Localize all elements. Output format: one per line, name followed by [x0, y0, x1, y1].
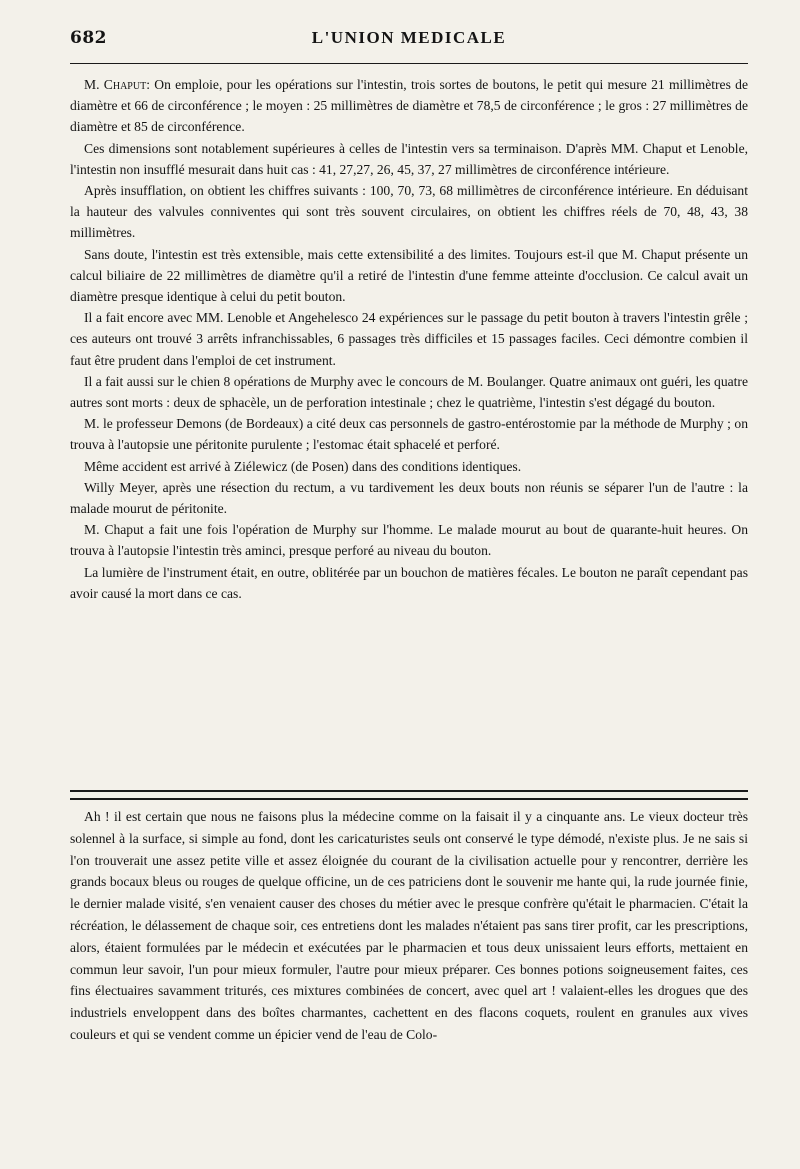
paragraph: Ah ! il est certain que nous ne faisons plus la médecine comme on la faisait il y a cinquante ans. Le vieux docteur très solennel à la surface, si simple au fond, dont les caricaturistes seuls ont conservé le type démodé, n'existe plus. Je ne sais si l'on trouverait une assez petite ville et assez éloignée du courant de la civilisation actuelle pour y rencontrer, derrière les grands bocaux bleus ou rouges de quelque officine, un de ces patriciens dont le souvenir me hante qui, la rude journée finie, le dernier malade visité, s'en venaient causer des choses du métier avec le presque confrère qu'était le pharmacien. C'était la récréation, le délassement de chaque soir, ces entretiens dont les malades n'étaient pas sans tirer profit, car les prescriptions, alors, étaient formulées par le médecin et exécutées par le pharmacien et tous deux unissaient leurs efforts, mettaient en commun leur savoir, l'un pour mieux formuler, l'autre pour mieux préparer. Ces bonnes potions soigneusement faites, ces fins électuaires savamment triturés, ces mixtures combinées de concert, avec quel art ! valaient-elles les drogues que des industriels enveloppent dans des boîtes charmantes, cachettent en des flacons coquets, roulent en granules aux vives couleurs et qui se vendent comme un épicier vend de l'eau de Colo- [70, 809, 748, 1042]
paragraph-text: : On emploie, pour les opérations sur l'intestin, trois sortes de boutons, le petit qui mesure 21 millimètres de diamètre et 66 de circonférence ; le moyen : 25 millimètres de diamètre et 78,5 de circonférence ; le gros : 27 millimètres de diamètre et 85 de circonférence. [70, 77, 748, 135]
header-rule [70, 63, 748, 64]
paragraph: Il a fait encore avec MM. Lenoble et Angehelesco 24 expériences sur le passage du petit bouton à travers l'intestin grêle ; ces auteurs ont trouvé 3 arrêts infranchissables, 6 passages très difficiles et 15 passages faciles. Ceci démontre combien il faut être prudent dans l'emploi de cet instrument. [70, 310, 748, 368]
paragraph [70, 74, 748, 138]
feuilleton-section [70, 806, 748, 1046]
page-header [70, 28, 748, 54]
journal-title: L'UNION MEDICALE [311, 28, 507, 47]
section-divider [70, 790, 748, 800]
paragraph: Willy Meyer, après une résection du rectum, a vu tardivement les deux bouts non réunis se séparer l'un de l'autre : la malade mourut de péritonite. [70, 479, 748, 517]
society-report-section [70, 74, 748, 604]
paragraph: La lumière de l'instrument était, en outre, oblitérée par un bouchon de matières fécales. Le bouton ne paraît cependant pas avoir causé la mort dans ce cas. [70, 564, 748, 601]
paragraph: Il a fait aussi sur le chien 8 opérations de Murphy avec le concours de M. Boulanger. Quatre animaux ont guéri, les quatre autres sont morts : deux de sphacèle, un de perforation intestinale ; chez le quatrième, l'intestin s'est dégagé du bouton. [70, 373, 748, 411]
speaker-name: M. Chaput [84, 77, 147, 92]
page-number: 682 [70, 28, 107, 48]
paragraph: M. Chaput a fait une fois l'opération de Murphy sur l'homme. Le malade mourut au bout de quarante-huit heures. On trouva à l'autopsie l'intestin très aminci, presque perforé au niveau du bouton. [70, 522, 748, 559]
paragraph: Même accident est arrivé à Ziélewicz (de Posen) dans des conditions identiques. [84, 458, 522, 474]
paragraph: Sans doute, l'intestin est très extensible, mais cette extensibilité a des limites. Toujours est-il que M. Chaput présente un calcul biliaire de 22 millimètres de diamètre qu'il a retiré de l'intestin d'une femme atteinte d'occlusion. Ce calcul avait un diamètre presque identique à celui du petit bouton. [70, 246, 748, 305]
paragraph: Ces dimensions sont notablement supérieures à celles de l'intestin vers sa terminaison. D'après MM. Chaput et Lenoble, l'intestin non insufflé mesurait dans huit cas : 41, 27,27, 26, 45, 37, 27 millimètres de circonférence intérieure. [70, 140, 748, 177]
paragraph: M. le professeur Demons (de Bordeaux) a cité deux cas personnels de gastro-entérostomie par la méthode de Murphy ; on trouva à l'autopsie une péritonite purulente ; l'estomac était sphacelé et perforé. [70, 416, 748, 453]
paragraph: Après insufflation, on obtient les chiffres suivants : 100, 70, 73, 68 millimètres de circonférence intérieure. En déduisant la hauteur des valvules conniventes qui sont très souvent circulaires, on obtient les chiffres réels de 70, 48, 43, 38 millimètres. [70, 183, 748, 241]
